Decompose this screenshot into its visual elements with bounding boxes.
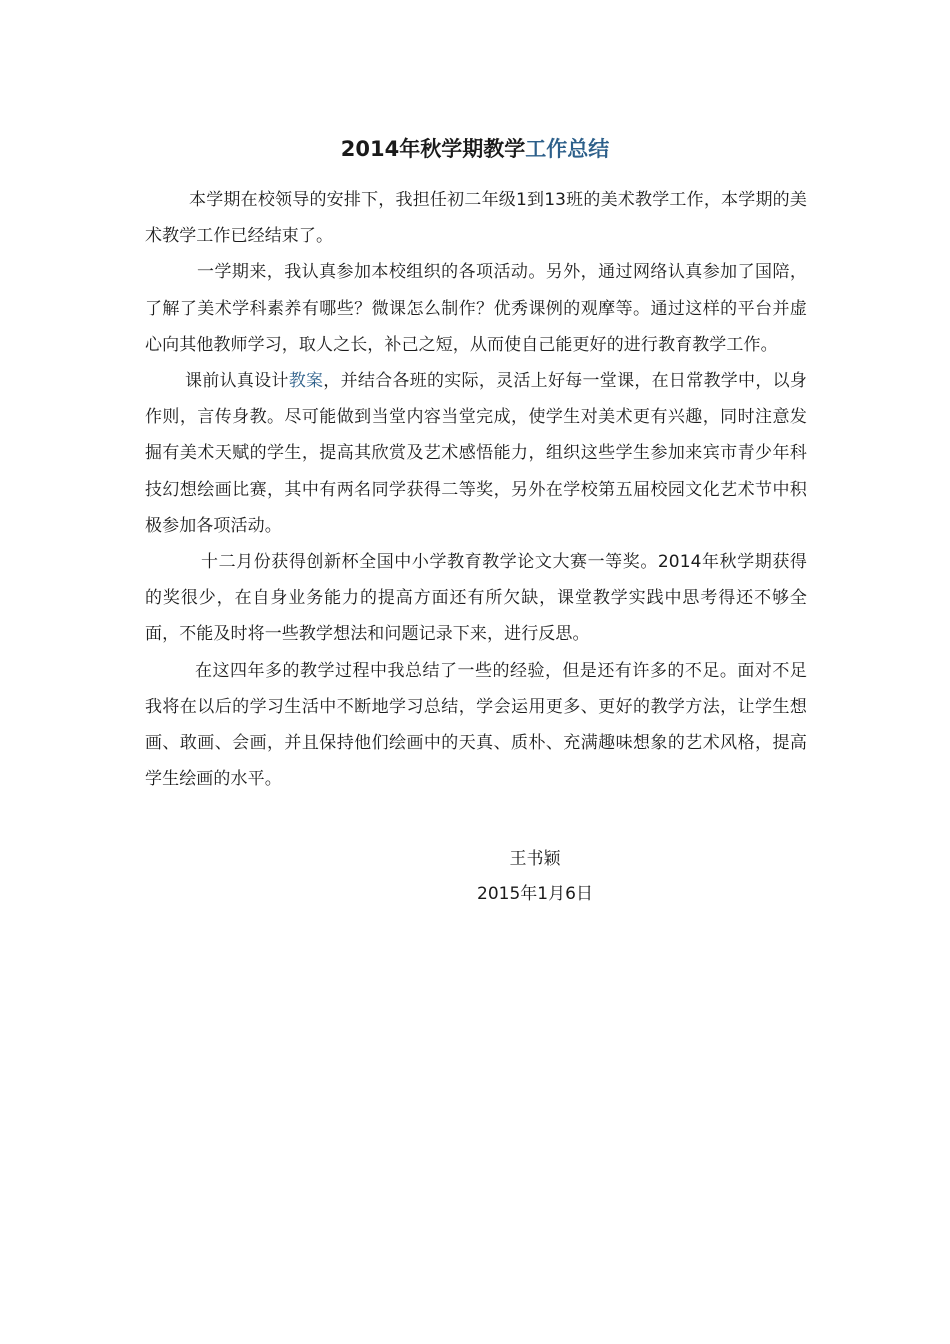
document-title xyxy=(145,134,805,164)
document-body xyxy=(145,182,807,797)
title-prefix: 2014年秋学期教学 xyxy=(340,137,526,161)
paragraph-3-before: 课前认真设计 xyxy=(185,371,289,392)
paragraph-1: 本学期在校领导的安排下，我担任初二年级1到13班的美术教学工作，本学期的美术教学工作已经结束了。 xyxy=(145,190,807,247)
paragraph-2: 一学期来，我认真参加本校组织的各项活动。另外，通过网络认真参加了国陪，了解了美术学科素养有哪些？微课怎么制作？优秀课例的观摩等。通过这样的平台并虚心向其他教师学习，取人之长，补己之短，从而使自己能更好的进行教育教学工作。 xyxy=(145,262,807,355)
paragraph-4: 十二月份获得创新杯全国中小学教育教学论文大赛一等奖。2014年秋学期获得的奖很少，在自身业务能力的提高方面还有所欠缺，课堂教学实践中思考得还不够全面，不能及时将一些教学想法和问题记录下来，进行反思。 xyxy=(145,552,807,645)
paragraph-3-after: ，并结合各班的实际，灵活上好每一堂课，在日常教学中，以身作则，言传身教。尽可能做到当堂内容当堂完成，使学生对美术更有兴趣，同时注意发掘有美术天赋的学生，提高其欣赏及艺术感悟能力，组织这些学生参加来宾市青少年科技幻想绘画比赛，其中有两名同学获得二等奖，另外在学校第五届校园文化艺术节中积极参加各项活动。 xyxy=(145,371,807,536)
paragraph-5: 在这四年多的教学过程中我总结了一些的经验，但是还有许多的不足。面对不足我将在以后的学习生活中不断地学习总结，学会运用更多、更好的教学方法，让学生想画、敢画、会画，并且保持他们绘画中的天真、质朴、充满趣味想象的艺术风格，提高学生绘画的水平。 xyxy=(145,660,807,790)
title-link[interactable]: 工作总结 xyxy=(525,137,610,161)
signature: 王书颖 xyxy=(509,849,561,869)
document-date: 2015年1月6日 xyxy=(477,884,593,904)
paragraph-3 xyxy=(145,363,807,544)
lesson-plan-link[interactable]: 教案 xyxy=(288,371,324,392)
